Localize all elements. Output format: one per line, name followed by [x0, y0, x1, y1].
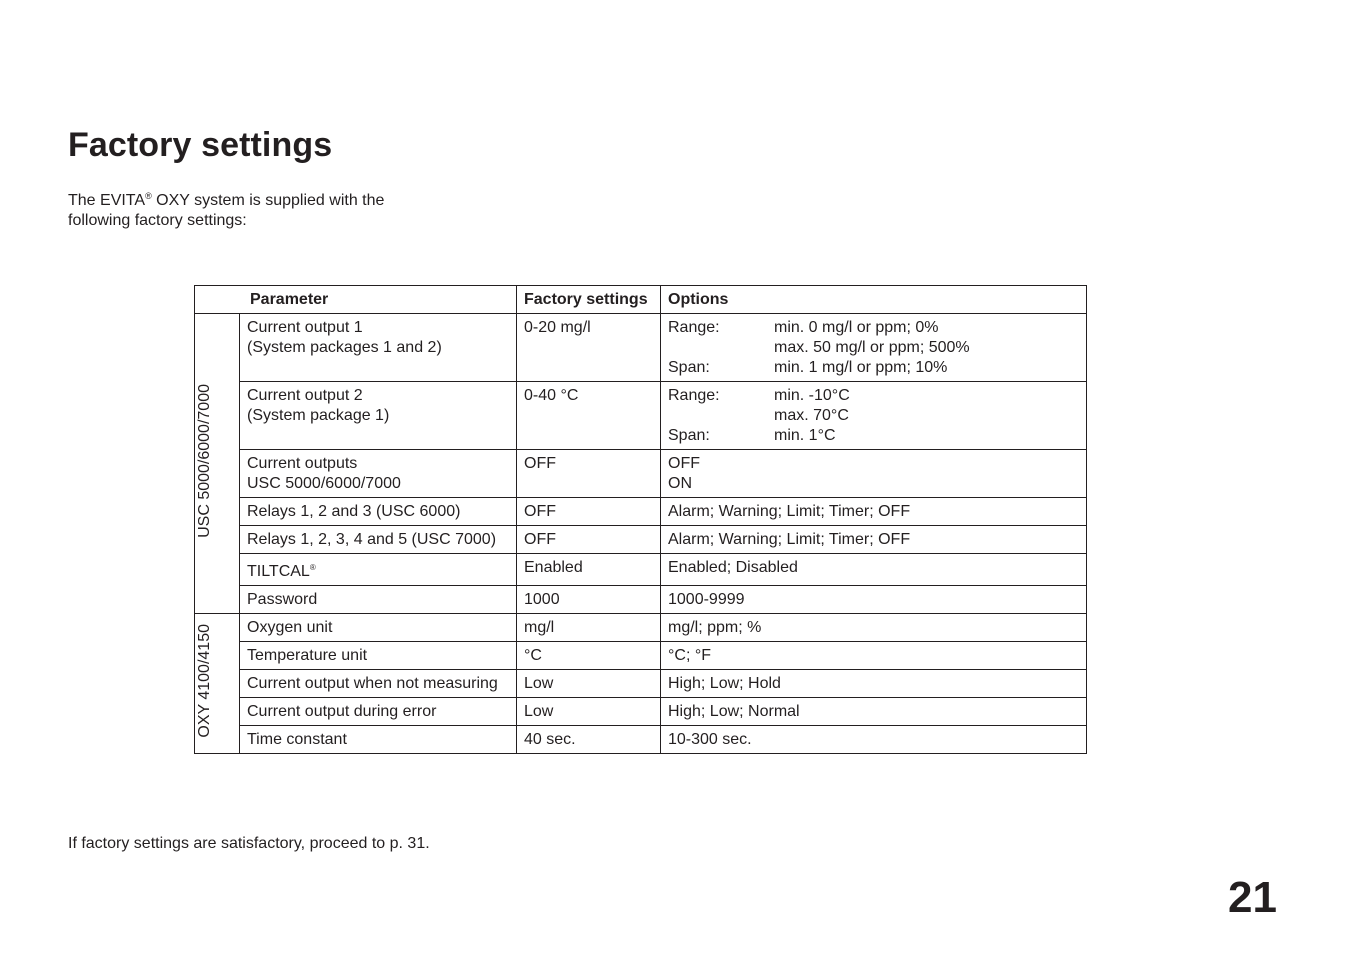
param-cell [240, 450, 517, 498]
param-line: Current output 1 [247, 319, 363, 336]
table-row [195, 614, 1087, 642]
param-tiltcal: TILTCAL [247, 563, 310, 580]
options-cell: 1000-9999 [661, 586, 1087, 614]
table-header-row [195, 286, 1087, 314]
factory-cell: OFF [517, 450, 661, 498]
group-label-usc-text: USC 5000/6000/7000 [196, 383, 213, 538]
param-cell: Temperature unit [240, 642, 517, 670]
factory-cell: 0-20 mg/l [517, 314, 661, 382]
table-row [195, 642, 1087, 670]
param-line: (System package 1) [247, 407, 390, 424]
option-line: OFF [668, 455, 700, 472]
options-cell: High; Low; Normal [661, 698, 1087, 726]
table-row [195, 526, 1087, 554]
factory-cell: Low [517, 698, 661, 726]
intro-text [68, 186, 428, 231]
intro-line-2: following factory settings: [68, 212, 247, 229]
param-cell [240, 382, 517, 450]
param-cell: Current output during error [240, 698, 517, 726]
intro-rest: OXY system is supplied with the [151, 192, 385, 209]
range-max: max. 70°C [774, 407, 849, 424]
header-parameter: Parameter [195, 286, 517, 314]
page-number: 21 [1228, 873, 1277, 922]
table-row [195, 698, 1087, 726]
group-label-usc [195, 314, 240, 614]
options-cell [661, 382, 1087, 450]
factory-cell: Enabled [517, 554, 661, 586]
factory-cell: OFF [517, 526, 661, 554]
table-row [195, 450, 1087, 498]
factory-settings-table [194, 285, 1087, 754]
param-cell: Time constant [240, 726, 517, 754]
options-cell: 10-300 sec. [661, 726, 1087, 754]
span-value: min. 1°C [774, 427, 836, 444]
param-cell: Relays 1, 2 and 3 (USC 6000) [240, 498, 517, 526]
factory-cell: Low [517, 670, 661, 698]
table-row [195, 498, 1087, 526]
table-row [195, 670, 1087, 698]
options-cell: Enabled; Disabled [661, 554, 1087, 586]
span-label: Span: [668, 359, 710, 376]
options-cell: °C; °F [661, 642, 1087, 670]
param-line: Current output 2 [247, 387, 363, 404]
factory-cell: 40 sec. [517, 726, 661, 754]
factory-cell: °C [517, 642, 661, 670]
intro-registered-mark: ® [145, 191, 152, 201]
range-max: max. 50 mg/l or ppm; 500% [774, 339, 970, 356]
options-cell: mg/l; ppm; % [661, 614, 1087, 642]
options-cell [661, 314, 1087, 382]
table-row [195, 586, 1087, 614]
param-cell: Oxygen unit [240, 614, 517, 642]
span-value: min. 1 mg/l or ppm; 10% [774, 359, 948, 376]
param-line: USC 5000/6000/7000 [247, 475, 401, 492]
factory-cell: OFF [517, 498, 661, 526]
options-cell [661, 450, 1087, 498]
group-label-oxy-text: OXY 4100/4150 [196, 623, 213, 738]
option-line: ON [668, 475, 692, 492]
range-min: min. 0 mg/l or ppm; 0% [774, 319, 939, 336]
factory-cell: 0-40 °C [517, 382, 661, 450]
header-options: Options [661, 286, 1087, 314]
table-row [195, 726, 1087, 754]
page-title: Factory settings [68, 126, 333, 164]
table-row [195, 382, 1087, 450]
param-cell [240, 314, 517, 382]
factory-cell: mg/l [517, 614, 661, 642]
factory-cell: 1000 [517, 586, 661, 614]
range-min: min. -10°C [774, 387, 850, 404]
group-label-oxy [195, 614, 240, 754]
param-line: Current outputs [247, 455, 358, 472]
options-cell: High; Low; Hold [661, 670, 1087, 698]
param-cell: Password [240, 586, 517, 614]
header-factory-settings: Factory settings [517, 286, 661, 314]
options-cell: Alarm; Warning; Limit; Timer; OFF [661, 526, 1087, 554]
footnote: If factory settings are satisfactory, proceed to p. 31. [68, 835, 430, 852]
range-label: Range: [668, 319, 720, 336]
table-row [195, 554, 1087, 586]
registered-mark: ® [309, 563, 316, 572]
table-row [195, 314, 1087, 382]
param-cell: Current output when not measuring [240, 670, 517, 698]
span-label: Span: [668, 427, 710, 444]
intro-brand: The EVITA [68, 192, 146, 209]
param-cell [240, 554, 517, 586]
options-cell: Alarm; Warning; Limit; Timer; OFF [661, 498, 1087, 526]
param-cell: Relays 1, 2, 3, 4 and 5 (USC 7000) [240, 526, 517, 554]
param-line: (System packages 1 and 2) [247, 339, 442, 356]
range-label: Range: [668, 387, 720, 404]
